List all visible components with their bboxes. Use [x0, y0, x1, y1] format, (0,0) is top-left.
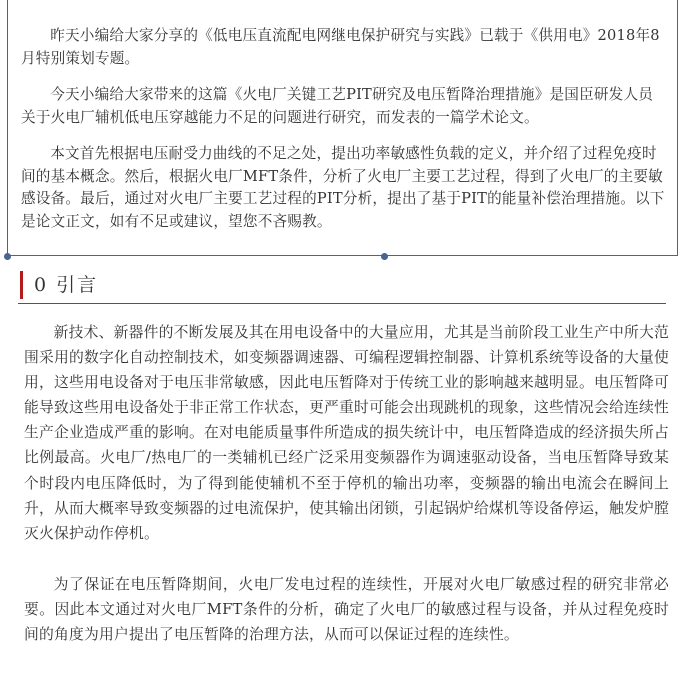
section-heading: [18, 268, 666, 304]
section-accent-bar: [20, 271, 23, 299]
intro-paragraph-2: 今天小编给大家带来的这篇《火电厂关键工艺PIT研究及电压暂降治理措施》是国臣研发人员关于火电厂辅机低电压穿越能力不足的问题进行研究，而发表的一篇学术论文。: [21, 86, 654, 126]
frame-dot-right: [381, 253, 388, 260]
intro-paragraph-1: 昨天小编给大家分享的《低电压直流配电网继电保护研究与实践》已载于《供用电》2018年8月特别策划专题。: [21, 27, 660, 67]
body-paragraph-1: 新技术、新器件的不断发展及其在用电设备中的大量应用，尤其是当前阶段工业生产中所大范围采用的数字化自动控制技术，如变频器调速器、可编程逻辑控制器、计算机系统等设备的大量使用，这些用电设备对于电压非常敏感，因此电压暂降对于传统工业的影响越来越明显。电压暂降可能导致这些用电设备处于非正常工作状态，更严重时可能会出现跳机的现象，这些情况会给连续性生产企业造成严重的影响。在对电能质量事件所造成的损失统计中，电压暂降造成的经济损失所占比例最高。火电厂/热电厂的一类辅机已经广泛采用变频器作为调速驱动设备，当电压暂降导致某个时段内电压降低时，为了得到能使辅机不至于停机的输出功率，变频器的输出电流会在瞬间上升，从而大概率导致变频器的过电流保护，使其输出闭锁，引起锅炉给煤机等设备停运，触发炉膛灭火保护动作停机。: [24, 324, 669, 542]
intro-paragraph-3: 本文首先根据电压耐受力曲线的不足之处，提出功率敏感性负载的定义，并介绍了过程免疫时间的基本概念。然后，根据火电厂MFT条件，分析了火电厂主要工艺过程，得到了火电厂的主要敏感设备。最后，通过对火电厂主要工艺过程的PIT分析，提出了基于PIT的能量补偿治理措施。以下是论文正文，如有不足或建议，望您不吝赐教。: [21, 145, 665, 230]
section-title: 0 引言: [34, 274, 99, 296]
body-paragraph-2: 为了保证在电压暂降期间，火电厂发电过程的连续性，开展对火电厂敏感过程的研究非常必要。因此本文通过对火电厂MFT条件的分析，确定了火电厂的敏感过程与设备，并从过程免疫时间的角度为用户提出了电压暂降的治理方法，从而可以保证过程的连续性。: [24, 576, 669, 644]
frame-dot-left: [4, 253, 11, 260]
